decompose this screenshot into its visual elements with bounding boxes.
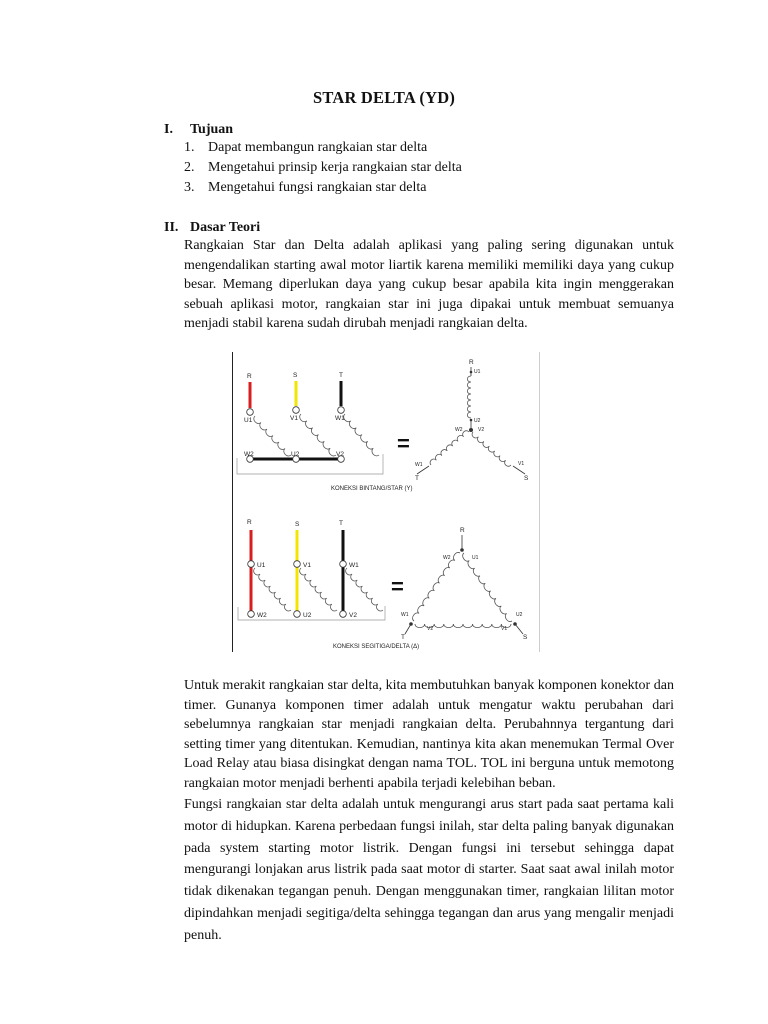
list-item <box>184 158 462 178</box>
coil-u <box>254 416 291 456</box>
delta-equals-sign: = <box>391 574 404 599</box>
star-caption: KONEKSI BINTANG/STAR (Y) <box>331 486 413 492</box>
y-label-s: S <box>524 475 529 482</box>
y-label-w2: W2 <box>455 427 463 433</box>
list-item <box>184 138 462 158</box>
terminal-v1 <box>293 407 300 414</box>
list-item <box>184 178 462 198</box>
delta-phase-r: R <box>247 519 252 526</box>
y-label-t: T <box>415 475 419 482</box>
y-lead-s <box>513 466 525 474</box>
paragraph-components: Untuk merakit rangkaian star delta, kita membutuhkan banyak komponen konektor dan timer. Gunanya komponen timer adalah untuk mengatur waktu perubahan dari sebelumnya rangkaian star menjadi rangkaian delta. Perubahnnya tergantung dari setting timer yang ditentukan. Kemudian, nantinya kita akan menemukan Termal Over Load Relay atau biasa disingkat dengan nama TOL. TOL ini berguna untuk memotong rangkaian motor menjadi berhenti apabila terjadi kelebihan beban. <box>184 678 674 791</box>
star-delta-diagram <box>232 352 540 652</box>
tri-lead-t <box>405 624 411 634</box>
section-heading-tujuan <box>164 122 233 138</box>
star-label-v1: V1 <box>290 415 298 422</box>
coil-v <box>300 414 336 456</box>
delta-connection <box>238 519 528 650</box>
star-label-w2: W2 <box>244 451 254 458</box>
page-title: STAR DELTA (YD) <box>312 88 456 107</box>
tri-label-r: R <box>460 527 465 534</box>
section-heading-dasar-teori <box>164 220 260 236</box>
delta-terminal-u2 <box>294 611 301 618</box>
star-phase-t: T <box>339 372 343 379</box>
coil-w <box>344 414 379 456</box>
delta-terminal-w2 <box>248 611 255 618</box>
delta-caption: KONEKSI SEGITIGA/DELTA (Δ) <box>333 644 420 650</box>
y-label-w1: W1 <box>415 462 423 468</box>
delta-terminal-w1 <box>340 561 347 568</box>
y-coil-w <box>430 431 469 465</box>
y-label-v1: V1 <box>518 461 525 467</box>
star-label-w1: W1 <box>335 415 345 422</box>
tujuan-list <box>184 138 462 198</box>
paragraph-intro: Rangkaian Star dan Delta adalah aplikasi yang paling sering digunakan untuk mengendalikan starting awal motor liartik karena memiliki memiliki daya yang cukup besar. Memang diperlukan daya yang cukup besar apabila kita ingin menggerakan sebuah aplikasi motor, rangkaian star ini juga dipakai untuk membuat semuanya menjadi stabil karena sudah dirubah menjadi rangkaian delta. <box>184 238 674 332</box>
star-connection <box>237 359 529 492</box>
list-text: Mengetahui fungsi rangkaian star delta <box>208 180 427 195</box>
list-text: Dapat membangun rangkaian star delta <box>208 140 428 155</box>
tri-coil-left <box>413 552 460 621</box>
star-equals-sign: = <box>397 431 410 456</box>
y-label-v2: V2 <box>478 427 485 433</box>
star-label-u1: U1 <box>244 417 253 424</box>
section-title: Tujuan <box>190 122 234 137</box>
list-number: 2. <box>184 160 195 175</box>
star-phase-r: R <box>247 373 252 380</box>
paragraph-function: Fungsi rangkaian star delta adalah untuk mengurangi arus start pada saat pertama kali motor di hidupkan. Karena perbedaan fungsi inilah, star delta paling banyak digunakan pada system starting motor listrik. Dengan fungsi ini tersebut sehingga dapat mengurangi lonjakan arus listrik pada saat motor di starter. Saat saat awal inilah motor tidak dikenakan tegangan penuh. Dengan menggunakan timer, rangkaian lilitan motor dipindahkan menjadi segitiga/delta sehingga tegangan dan arus yang mengalir menjadi penuh. <box>184 797 674 943</box>
delta-label-w2: W2 <box>257 612 267 619</box>
section-number: I. <box>164 122 173 137</box>
y-label-r: R <box>469 359 474 366</box>
tri-label-t: T <box>401 634 405 641</box>
delta-phase-s: S <box>295 521 300 528</box>
delta-label-v2: V2 <box>349 612 357 619</box>
tri-label-v1: V1 <box>501 626 508 632</box>
list-text: Mengetahui prinsip kerja rangkaian star delta <box>208 160 462 175</box>
section-title: Dasar Teori <box>190 220 261 235</box>
delta-terminal-v1 <box>294 561 301 568</box>
tri-node-top <box>460 548 464 552</box>
delta-label-v1: V1 <box>303 562 311 569</box>
delta-phase-t: T <box>339 520 343 527</box>
tri-label-v2: V2 <box>427 626 434 632</box>
tri-label-s: S <box>523 634 528 641</box>
terminal-u1 <box>247 409 254 416</box>
tri-coil-right <box>463 553 512 622</box>
section-number: II. <box>164 220 179 235</box>
y-coil-u <box>467 376 471 418</box>
star-label-v2: V2 <box>336 451 344 458</box>
star-frame <box>237 454 383 474</box>
star-phase-s: S <box>293 372 298 379</box>
tri-label-u2: U2 <box>516 612 523 618</box>
wiring-diagram-svg <box>233 352 539 652</box>
delta-label-u1: U1 <box>257 562 266 569</box>
y-node-u1 <box>470 371 473 374</box>
terminal-w1 <box>338 407 345 414</box>
list-number: 3. <box>184 180 195 195</box>
delta-terminal-u1 <box>248 561 255 568</box>
delta-coil-v <box>300 568 337 611</box>
star-label-u2: U2 <box>291 451 300 458</box>
tri-label-w2: W2 <box>443 555 451 561</box>
tri-label-w1: W1 <box>401 612 409 618</box>
delta-coil-w <box>346 568 383 611</box>
list-number: 1. <box>184 140 195 155</box>
delta-label-w1: W1 <box>349 562 359 569</box>
tri-lead-s <box>515 624 523 634</box>
y-label-u2: U2 <box>474 418 481 424</box>
delta-terminal-v2 <box>340 611 347 618</box>
y-coil-v <box>472 432 511 466</box>
delta-label-u2: U2 <box>303 612 312 619</box>
tri-label-u1: U1 <box>472 555 479 561</box>
y-label-u1: U1 <box>474 369 481 375</box>
delta-coil-u <box>254 568 291 611</box>
